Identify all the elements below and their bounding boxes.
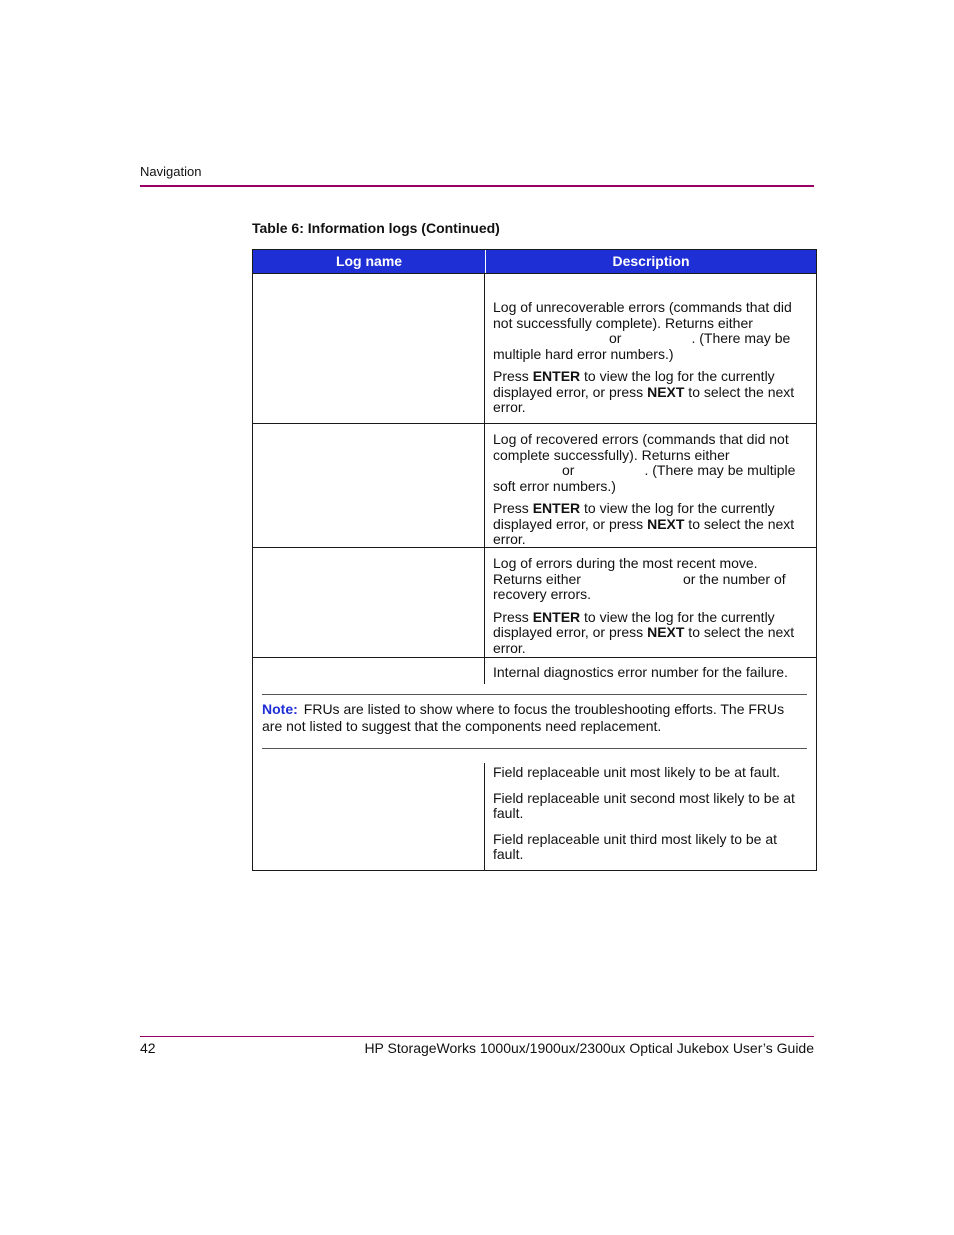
enter-key-label: ENTER (532, 500, 581, 516)
column-header-description: Description (612, 253, 690, 269)
log-name-cell (253, 548, 485, 657)
description-cell (485, 658, 816, 684)
header-rule (140, 185, 814, 187)
table-caption: Table 6: Information logs (Continued) (252, 220, 500, 236)
fru-item: Field replaceable unit third most likely to be at fault. (493, 830, 778, 862)
description-cell (485, 763, 816, 870)
log-name-cell (253, 658, 485, 684)
next-key-label: NEXT (647, 383, 685, 400)
information-logs-table (252, 249, 817, 871)
press-instructions: Press ENTER to view the log for the currently displayed error, or press NEXT to select the next error. (493, 500, 795, 547)
page-number: 42 (140, 1040, 156, 1056)
description-cell (485, 548, 816, 657)
press-instructions: Press ENTER to view the log for the currently displayed error, or press NEXT to select the next error. (493, 608, 795, 656)
description-cell (485, 424, 816, 547)
table-row (252, 763, 817, 871)
description-text: Internal diagnostics error number for the failure. (493, 664, 788, 680)
note (262, 694, 807, 749)
next-key-label: NEXT (647, 624, 685, 640)
running-header: Navigation (140, 164, 202, 179)
table-row (252, 658, 817, 684)
log-name-cell (253, 274, 485, 423)
description-text: Log of recovered errors (commands that did not complete successfully). Returns either or . (There may be multiple soft error numbers.) (493, 431, 796, 494)
press-instructions: Press ENTER to view the log for the currently displayed error, or press NEXT to select the next error. (493, 368, 795, 415)
enter-key-label: ENTER (532, 368, 581, 384)
table-header-row (252, 249, 817, 274)
footer-rule (140, 1036, 814, 1037)
note-text: FRUs are listed to show where to focus the troubleshooting efforts. The FRUs are not listed to suggest that the components need replacement. (262, 701, 785, 734)
description-cell (485, 274, 816, 423)
table-row (252, 548, 817, 658)
note-block (252, 684, 817, 763)
fru-item: Field replaceable unit second most likely to be at fault. (493, 789, 795, 821)
table-row (252, 274, 817, 424)
column-header-log-name: Log name (253, 250, 486, 273)
next-key-label: NEXT (647, 515, 685, 532)
table-row (252, 424, 817, 548)
note-label: Note: (262, 701, 298, 717)
description-text: Log of unrecoverable errors (commands that did not successfully complete). Returns either or . (There may be multiple hard error numbers.) (493, 299, 792, 362)
description-text: Log of errors during the most recent move. Returns either or the number of recovery errors. (493, 555, 786, 602)
document-title: HP StorageWorks 1000ux/1900ux/2300ux Optical Jukebox User’s Guide (364, 1040, 814, 1056)
fru-item: Field replaceable unit most likely to be at fault. (493, 764, 781, 780)
log-name-cell (253, 763, 485, 870)
enter-key-label: ENTER (532, 608, 581, 625)
log-name-cell (253, 424, 485, 547)
